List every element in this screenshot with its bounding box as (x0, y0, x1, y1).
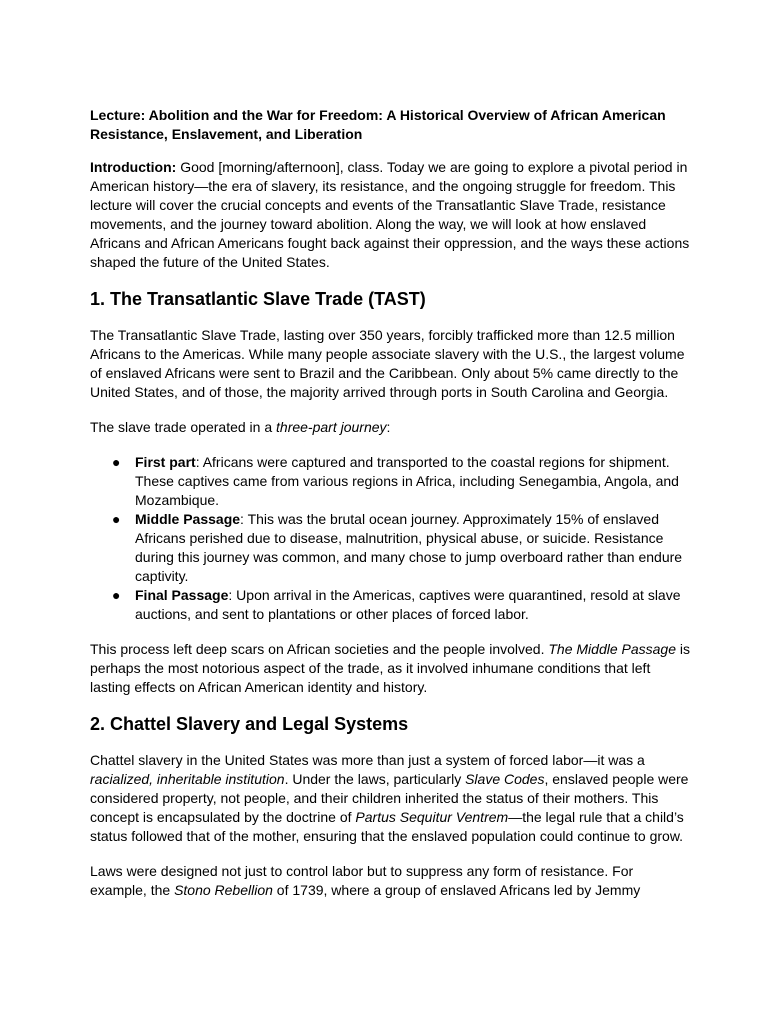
list-item-term: Middle Passage (135, 511, 241, 527)
section2-paragraph-1 (90, 751, 690, 846)
list-item-text: : Upon arrival in the Americas, captives were quarantined, resold at slave auctions, and sent to plantations or other places of forced labor. (135, 587, 681, 622)
section1-paragraph-2 (90, 418, 690, 437)
journey-list (90, 453, 690, 624)
section2-p1-a: Chattel slavery in the United States was more than just a system of forced labor—it was a (90, 752, 645, 768)
section2-paragraph-2 (90, 862, 690, 900)
intro-label: Introduction: (90, 159, 177, 175)
document-page (90, 106, 690, 916)
document-title: Lecture: Abolition and the War for Freedom: A Historical Overview of African American Resistance, Enslavement, and Liberation (90, 107, 666, 142)
section1-p2-pre: The slave trade operated in a (90, 419, 277, 435)
list-item-text: : Africans were captured and transported to the coastal regions for shipment. These captives came from various regions in Africa, including Senegambia, Angola, and Mozambique. (135, 454, 679, 508)
section1-p3-emphasis: The Middle Passage (548, 641, 677, 657)
section2-p2-b: of 1739, where a group of enslaved Africans led by Jemmy (272, 882, 641, 898)
list-item-term: First part (135, 454, 196, 470)
list-item (90, 453, 690, 510)
section1-heading: 1. The Transatlantic Slave Trade (TAST) (90, 289, 426, 309)
intro-text: Good [morning/afternoon], class. Today we are going to explore a pivotal period in American history—the era of slavery, its resistance, and the ongoing struggle for freedom. This lecture will cover the crucial concepts and events of the Transatlantic Slave Trade, resistance movements, and the journey toward abolition. Along the way, we will look at how enslaved Africans and African Americans fought back against their oppression, and the ways these actions shaped the future of the United States. (90, 159, 690, 270)
section2-p1-c: , enslaved people were considered property, not people, and their children inherited the status of their mothers. This concept is encapsulated by the doctrine of (90, 771, 689, 825)
section2-p1-b: . Under the laws, particularly (284, 771, 466, 787)
bullet-icon: ● (112, 587, 121, 603)
list-item (90, 586, 690, 624)
bullet-icon: ● (112, 511, 121, 527)
section1-paragraph-1: The Transatlantic Slave Trade, lasting over 350 years, forcibly trafficked more than 12.5 million Africans to the Americas. While many people associate slavery with the U.S., the largest volume of enslaved Africans were sent to Brazil and the Caribbean. Only about 5% came directly to the United States, and of those, the majority arrived through ports in South Carolina and Georgia. (90, 327, 685, 400)
section1-p2-post: : (386, 419, 391, 435)
section1-p3-pre: This process left deep scars on African societies and the people involved. (90, 641, 549, 657)
section2-p1-emphasis-1: racialized, inheritable institution (90, 771, 285, 787)
section1-p2-emphasis: three-part journey (276, 419, 387, 435)
list-item-text: : This was the brutal ocean journey. Approximately 15% of enslaved Africans perished due to disease, malnutrition, physical abuse, or suicide. Resistance during this journey was common, and many chose to jump overboard rather than endure captivity. (135, 511, 683, 584)
section2-heading: 2. Chattel Slavery and Legal Systems (90, 714, 409, 734)
section2-p2-a: Laws were designed not just to control labor but to suppress any form of resistance. For example, the (90, 863, 634, 898)
section1-p3-post: is perhaps the most notorious aspect of the trade, as it involved inhumane conditions that left lasting effects on African American identity and history. (90, 641, 691, 695)
section2-p1-emphasis-2: Slave Codes (465, 771, 545, 787)
section2-p1-d: —the legal rule that a child’s status followed that of the mother, ensuring that the enslaved population could continue to grow. (90, 809, 684, 844)
list-item-term: Final Passage (135, 587, 229, 603)
section2-p2-emphasis: Stono Rebellion (174, 882, 273, 898)
bullet-icon: ● (112, 454, 121, 470)
intro-paragraph (90, 158, 690, 272)
list-item (90, 510, 690, 586)
section1-paragraph-3 (90, 640, 690, 697)
section2-p1-emphasis-3: Partus Sequitur Ventrem (355, 809, 509, 825)
